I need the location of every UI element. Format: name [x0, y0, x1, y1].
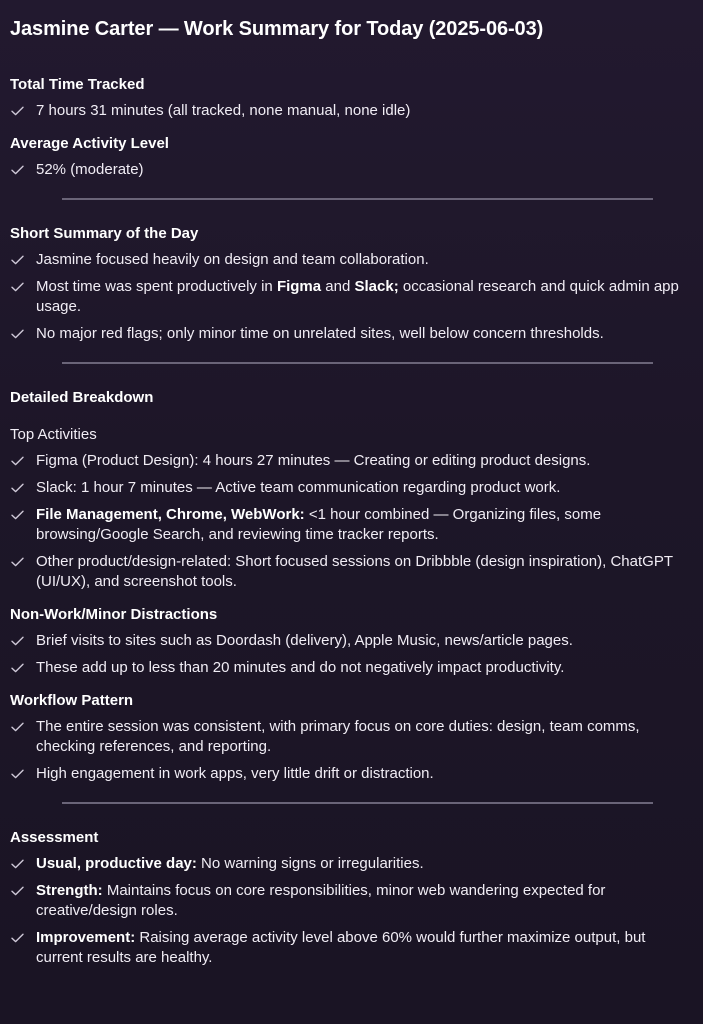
assessment-heading: Assessment	[10, 829, 99, 846]
list-item-text: Jasmine focused heavily on design and team collaboration.	[36, 251, 429, 268]
top-activities-list	[9, 451, 694, 592]
check-icon	[9, 928, 36, 948]
list-item	[9, 160, 694, 180]
distractions-list	[9, 631, 694, 678]
page-title: Jasmine Carter — Work Summary for Today (2025-06-03)	[10, 18, 544, 40]
list-item-text: Figma (Product Design): 4 hours 27 minutes — Creating or editing product designs.	[36, 452, 591, 469]
check-icon	[9, 764, 36, 784]
list-item	[9, 631, 694, 651]
check-icon	[9, 717, 36, 737]
list-item	[9, 101, 694, 121]
list-item	[9, 478, 694, 498]
list-item-text: No major red flags; only minor time on unrelated sites, well below concern thresholds.	[36, 325, 604, 342]
check-icon	[9, 631, 36, 651]
check-icon	[9, 854, 36, 874]
list-item	[9, 928, 694, 968]
list-item-text: File Management, Chrome, WebWork: <1 hour combined — Organizing files, some browsing/Google Search, and reviewing time tracker reports.	[36, 506, 602, 543]
list-item-text: Improvement: Raising average activity level above 60% would further maximize output, but current results are healthy.	[36, 929, 646, 966]
check-icon	[9, 552, 36, 572]
activity-list	[9, 160, 694, 180]
list-item	[9, 658, 694, 678]
list-item-text: Most time was spent productively in Figma and Slack; occasional research and quick admin app usage.	[36, 278, 679, 315]
list-item	[9, 505, 694, 545]
list-item-text: 52% (moderate)	[36, 161, 144, 178]
list-item-text: Brief visits to sites such as Doordash (delivery), Apple Music, news/article pages.	[36, 632, 573, 649]
check-icon	[9, 324, 36, 344]
check-icon	[9, 250, 36, 270]
section-divider	[62, 802, 653, 804]
distractions-heading: Non-Work/Minor Distractions	[10, 606, 218, 623]
check-icon	[9, 160, 36, 180]
list-item-text: Strength: Maintains focus on core responsibilities, minor web wandering expected for creative/design roles.	[36, 882, 606, 919]
check-icon	[9, 101, 36, 121]
top-activities-label: Top Activities	[10, 426, 97, 443]
activity-heading: Average Activity Level	[10, 135, 169, 152]
list-item	[9, 250, 694, 270]
total-time-list	[9, 101, 694, 121]
check-icon	[9, 277, 36, 297]
total-time-heading: Total Time Tracked	[10, 76, 145, 93]
short-summary-list	[9, 250, 694, 344]
list-item	[9, 764, 694, 784]
assessment-list	[9, 854, 694, 968]
list-item	[9, 277, 694, 317]
section-divider	[62, 362, 653, 364]
check-icon	[9, 505, 36, 525]
check-icon	[9, 658, 36, 678]
section-divider	[62, 198, 653, 200]
list-item-text: Usual, productive day: No warning signs or irregularities.	[36, 855, 424, 872]
check-icon	[9, 478, 36, 498]
workflow-heading: Workflow Pattern	[10, 692, 134, 709]
check-icon	[9, 881, 36, 901]
list-item	[9, 552, 694, 592]
check-icon	[9, 451, 36, 471]
detailed-heading: Detailed Breakdown	[10, 389, 154, 406]
list-item-text: Other product/design-related: Short focused sessions on Dribbble (design inspiration), ChatGPT (UI/UX), and screenshot tools.	[36, 553, 673, 590]
list-item	[9, 881, 694, 921]
list-item	[9, 854, 694, 874]
list-item-text: 7 hours 31 minutes (all tracked, none manual, none idle)	[36, 102, 411, 119]
short-summary-heading: Short Summary of the Day	[10, 225, 199, 242]
list-item	[9, 324, 694, 344]
workflow-list	[9, 717, 694, 784]
list-item	[9, 451, 694, 471]
list-item	[9, 717, 694, 757]
list-item-text: These add up to less than 20 minutes and do not negatively impact productivity.	[36, 659, 565, 676]
list-item-text: High engagement in work apps, very little drift or distraction.	[36, 765, 434, 782]
list-item-text: Slack: 1 hour 7 minutes — Active team communication regarding product work.	[36, 479, 561, 496]
list-item-text: The entire session was consistent, with primary focus on core duties: design, team comms, checking references, and reporting.	[36, 718, 640, 755]
